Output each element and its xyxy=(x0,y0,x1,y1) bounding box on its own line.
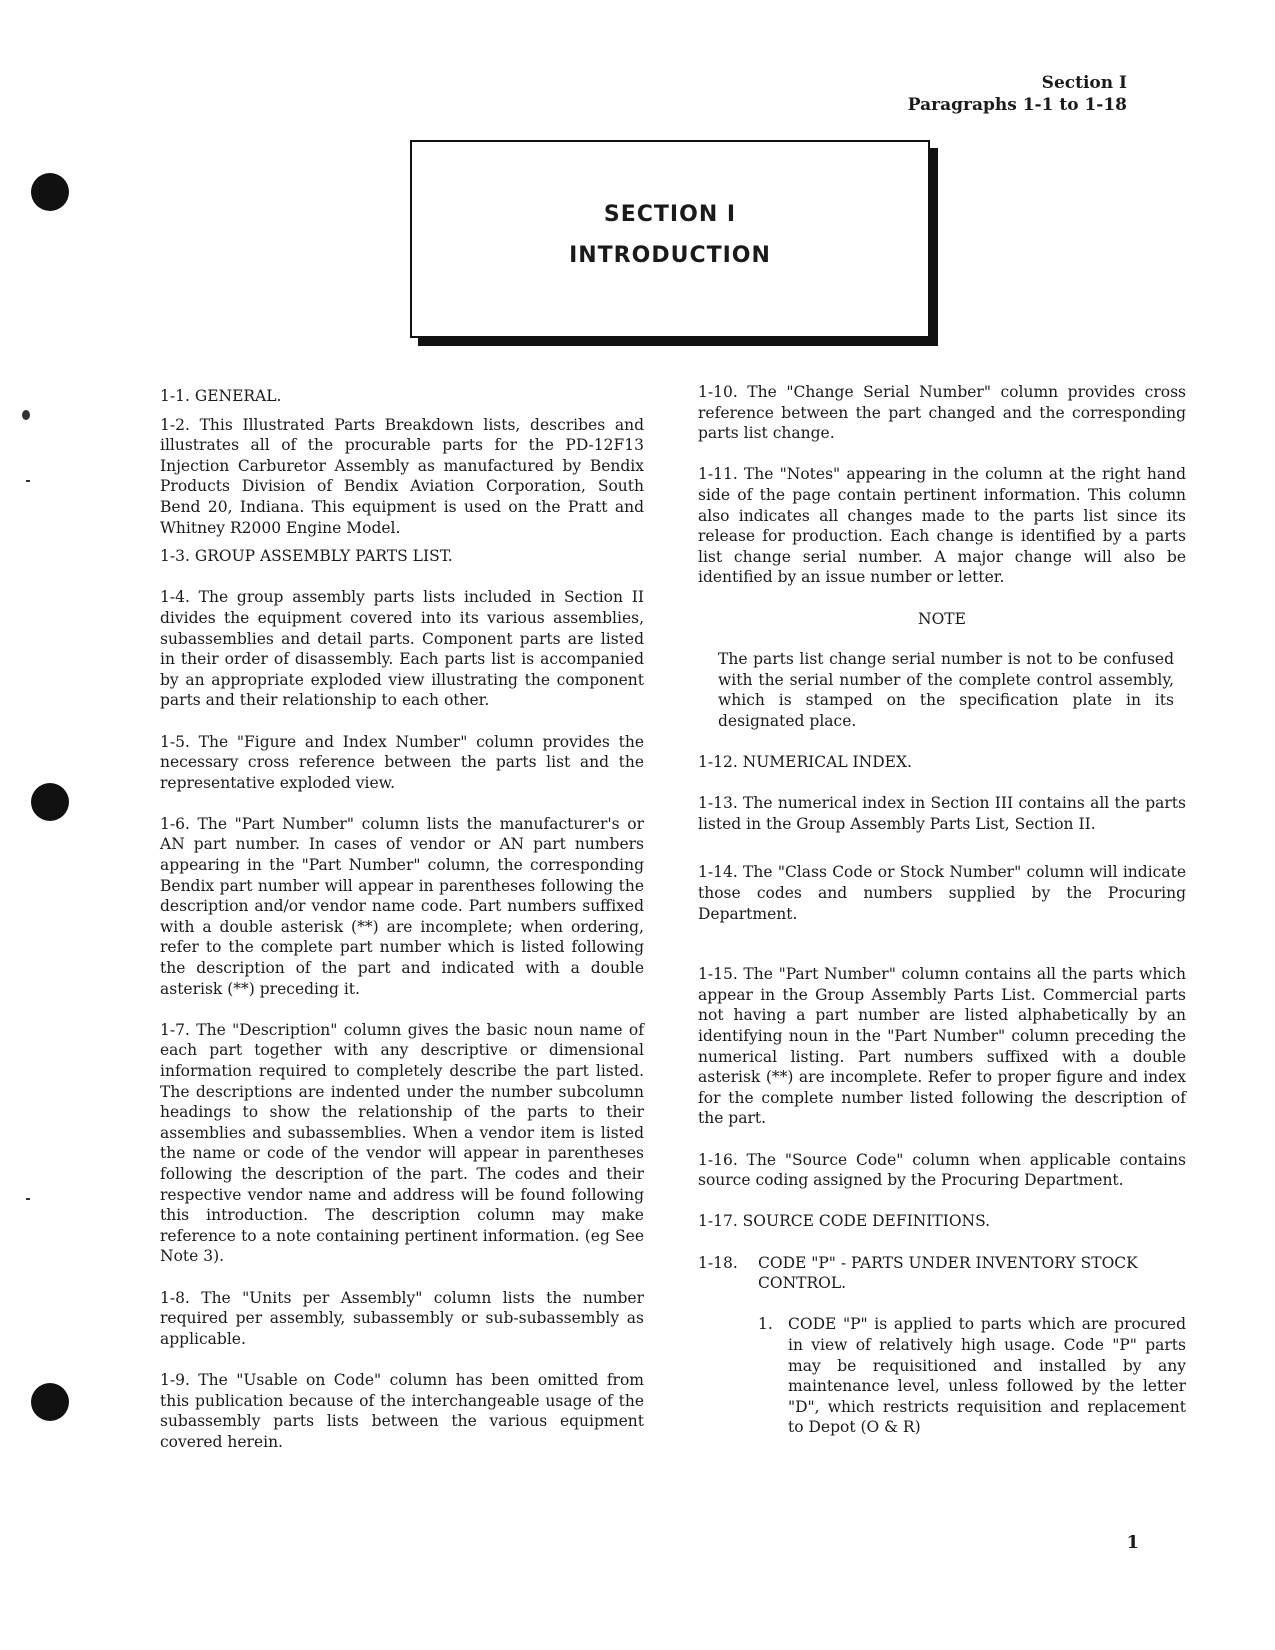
paragraph-1-7: 1-7. The "Description" column gives the basic noun name of each part together with any descriptive or dimensional information required to completely describe the part listed. The descriptions are indented under the number subcolumn headings to show the relationship of the parts to their assemblies and subassemblies. When a vendor item is listed the name or code of the vendor will appear in parentheses following the description of the part. The codes and their respective vendor name and address will be found following this introduction. The description column may make reference to a note containing pertinent information. (eg See Note 3). xyxy=(160,1020,644,1266)
paragraph-1-2: 1-2. This Illustrated Parts Breakdown lists, describes and illustrates all of the procurable parts for the PD-12F13 Injection Carburetor Assembly as manufactured by Bendix Products Division of Bendix Aviation Corporation, South Bend 20, Indiana. This equipment is used on the Pratt and Whitney R2000 Engine Model. xyxy=(160,415,644,537)
paragraph-text: CODE "P" - PARTS UNDER INVENTORY STOCK CONTROL. xyxy=(758,1253,1138,1293)
scan-mark xyxy=(26,480,30,482)
page-number: 1 xyxy=(1126,1532,1139,1553)
section-title: SECTION I xyxy=(603,202,737,227)
paragraph-1-1: 1-1. GENERAL. xyxy=(160,387,282,405)
paragraph-1-5: 1-5. The "Figure and Index Number" column provides the necessary cross reference between the parts list and the representative exploded view. xyxy=(160,732,644,792)
paragraph-1-15: 1-15. The "Part Number" column contains all the parts which appear in the Group Assembly Parts List. Commercial parts not having a part number are listed alphabetically by an identifying noun in the "Part Number" column preceding the numerical listing. Part numbers suffixed with a double asterisk (**) are incomplete. Refer to proper figure and index for the complete number listed following the description of the part. xyxy=(698,965,1186,1128)
paragraph-1-3: 1-3. GROUP ASSEMBLY PARTS LIST. xyxy=(160,547,453,566)
note-heading: NOTE xyxy=(918,609,966,628)
scan-mark xyxy=(26,1198,30,1200)
paragraph-1-4: 1-4. The group assembly parts lists included in Section II divides the equipment covered into its various assemblies, subassemblies and detail parts. Component parts are listed in their order of disassembly. Each parts list is accompanied by an appropriate exploded view illustrating the component parts and their relationship to each other. xyxy=(160,588,644,710)
binder-hole-middle xyxy=(31,783,69,821)
left-text-column xyxy=(160,386,644,1473)
paragraph-1-13: 1-13. The numerical index in Section III contains all the parts listed in the Group Assembly Parts List, Section II. xyxy=(698,794,1186,833)
section-title-box xyxy=(410,140,930,338)
binder-hole-bottom xyxy=(31,1383,69,1421)
paragraph-1-8: 1-8. The "Units per Assembly" column lists the number required per assembly, subassembly or sub-subassembly as applicable. xyxy=(160,1288,644,1348)
paragraph-1-18 xyxy=(698,1253,1186,1294)
section-reference: Section I xyxy=(1041,73,1127,93)
paragraph-1-11: 1-11. The "Notes" appearing in the column at the right hand side of the page contain pertinent information. This column also indicates all changes made to the parts list since its release for production. Each change is identified by a parts list change serial number. A major change will also be identified by an issue number or letter. xyxy=(698,465,1186,587)
code-p-list xyxy=(698,1314,1186,1438)
right-text-column xyxy=(698,382,1186,1438)
paragraph-1-17: 1-17. SOURCE CODE DEFINITIONS. xyxy=(698,1212,991,1231)
paragraph-1-6: 1-6. The "Part Number" column lists the manufacturer's or AN part number. In cases of vendor or AN part numbers appearing in the "Part Number" column, the corresponding Bendix part number will appear in parentheses following the description and/or vendor name code. Part numbers suffixed with a double asterisk (**) are incomplete; when ordering, refer to the complete part number which is listed following the description of the part and indicated with a double asterisk (**) preceding it. xyxy=(160,814,644,998)
paragraph-1-9: 1-9. The "Usable on Code" column has been omitted from this publication because of the interchangeable usage of the subassembly parts lists between the various equipment covered herein. xyxy=(160,1370,644,1451)
paragraph-number: 1-18. xyxy=(698,1253,738,1272)
section-subtitle: INTRODUCTION xyxy=(569,243,771,268)
paragraph-reference: Paragraphs 1-1 to 1-18 xyxy=(907,95,1127,115)
list-item-number: 1. xyxy=(758,1315,773,1334)
paragraph-1-14: 1-14. The "Class Code or Stock Number" column will indicate those codes and numbers supplied by the Procuring Department. xyxy=(698,863,1186,923)
paragraph-1-16: 1-16. The "Source Code" column when applicable contains source coding assigned by the Procuring Department. xyxy=(698,1150,1186,1190)
paragraph-1-12: 1-12. NUMERICAL INDEX. xyxy=(698,753,912,772)
paragraph-1-10: 1-10. The "Change Serial Number" column provides cross reference between the part changed and the corresponding parts list change. xyxy=(698,383,1186,443)
scan-mark xyxy=(22,410,30,420)
page-header-reference xyxy=(908,72,1127,116)
binder-hole-top xyxy=(31,173,69,211)
list-item xyxy=(758,1314,1186,1438)
note-body: The parts list change serial number is not to be confused with the serial number of the complete control assembly, which is stamped on the specification plate in its designated place. xyxy=(718,650,1174,730)
list-item-text: CODE "P" is applied to parts which are procured in view of relatively high usage. Code "P" parts may be requisitioned and installed by any maintenance level, unless followed by the letter "D", which restricts requisition and replacement to Depot (O & R) xyxy=(788,1315,1186,1437)
